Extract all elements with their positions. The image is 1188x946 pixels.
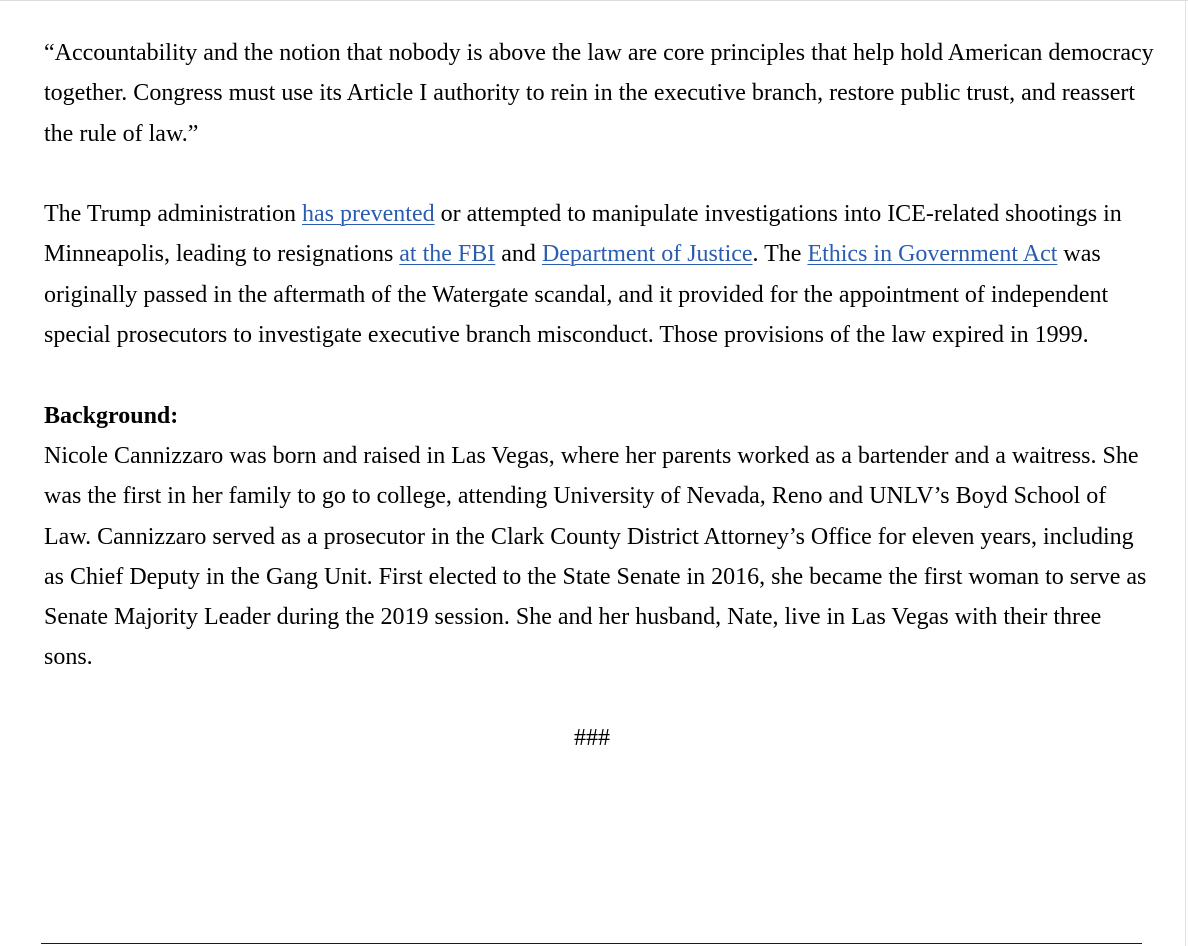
background-heading: Background: (44, 402, 179, 429)
end-marker: ### (574, 725, 610, 752)
department-of-justice-link[interactable]: Department of Justice (541, 241, 753, 268)
paragraph-text: The Trump administration (44, 201, 302, 228)
background-paragraph: Nicole Cannizzaro was born and raised in Las Vegas, where her parents worked as a bartender and a waitress. She was the first in her family to go to college, attending University of Nevada, Reno and UNLV’s Boyd School of Law. Cannizzaro served as a prosecutor in the Clark County District Attorney’s Office for eleven years, including as Chief Deputy in the Gang Unit. First elected to the State Senate in 2016, she became the first woman to serve as Senate Majority Leader during the 2019 session. She and her husband, Nate, live in Las Vegas with their three sons. (44, 442, 1147, 671)
top-border (0, 0, 1188, 1)
quote-paragraph: “Accountability and the notion that nobody is above the law are core principles that help hold American democracy together. Congress must use its Article I authority to rein in the executive branch, restore public trust, and reassert the rule of law.” (44, 40, 1154, 147)
paragraph-spacer (44, 355, 1154, 395)
paragraph-text: or attempted to manipulate investigations into ICE-related shootings in Minneapolis, leading to resignations (44, 201, 1122, 268)
paragraph-text: and (495, 241, 542, 268)
scrollbar-edge (1185, 0, 1186, 946)
paragraph-text: . The (752, 241, 808, 268)
paragraph-text: was originally passed in the aftermath of the Watergate scandal, and it provided for the appointment of independent special prosecutors to investigate executive branch misconduct. Those provisions of the law expired in 1999. (44, 241, 1109, 349)
email-body (44, 33, 1154, 758)
paragraph-spacer (44, 678, 1154, 718)
paragraph-spacer (44, 154, 1154, 194)
footer-divider (41, 943, 1142, 944)
has-prevented-link[interactable]: has prevented (302, 201, 435, 228)
investigations-paragraph (44, 194, 1154, 355)
ethics-in-government-act-link[interactable]: Ethics in Government Act (807, 241, 1058, 268)
at-the-fbi-link[interactable]: at the FBI (399, 241, 496, 268)
